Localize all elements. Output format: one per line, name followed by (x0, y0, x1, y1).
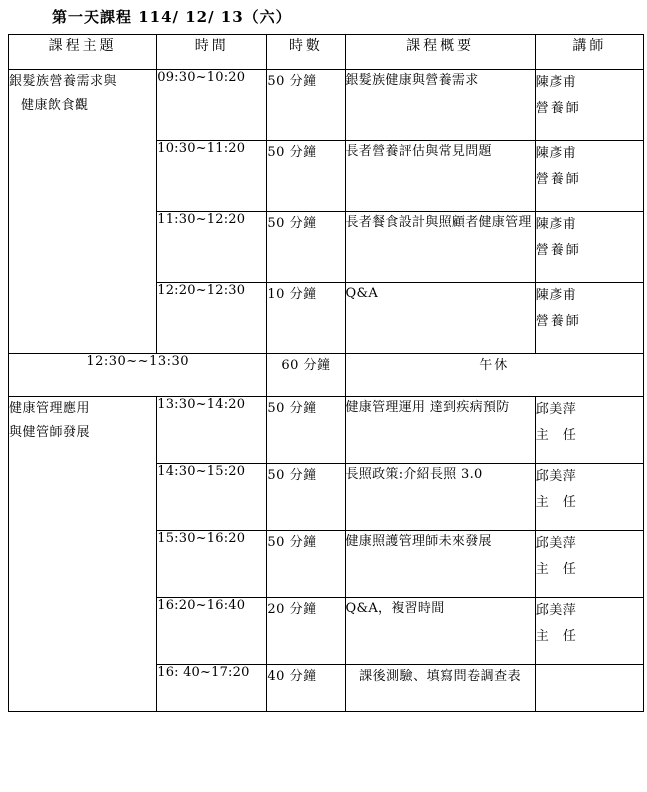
time-cell: 11:30~12:20 (157, 211, 267, 282)
time-cell: 14:30~15:20 (157, 463, 267, 530)
duration-cell: 50 分鐘 (267, 396, 345, 463)
lecturer-role: 營養師 (535, 172, 581, 188)
lecturer-role: 營養師 (535, 243, 581, 259)
lecturer-role: 主 任 (535, 629, 581, 645)
lecturer-cell (535, 69, 643, 140)
lecturer-role: 營養師 (535, 314, 581, 330)
duration-cell: 50 分鐘 (267, 69, 345, 140)
outline-cell: 健康照護管理師未來發展 (345, 530, 535, 597)
lecturer-cell (535, 530, 643, 597)
lecturer-cell (535, 396, 643, 463)
outline-cell: 長者營養評估與常見問題 (345, 140, 535, 211)
lecturer-name: 陳彥甫 (535, 216, 577, 232)
topic-line-2: 與健管師發展 (9, 425, 91, 441)
outline-cell: 健康管理運用 達到疾病預防 (345, 396, 535, 463)
outline-cell: Q&A，複習時間 (345, 597, 535, 664)
column-header-duration: 時數 (267, 34, 345, 69)
lecturer-name: 陳彥甫 (535, 145, 577, 161)
lecturer-cell (535, 282, 643, 353)
time-cell: 16: 40~17:20 (157, 664, 267, 711)
time-cell: 12:20~12:30 (157, 282, 267, 353)
break-label: 午休 (345, 353, 644, 396)
page-title: 第一天課程 114/ 12/ 13（六） (52, 8, 292, 26)
lecturer-role: 營養師 (535, 101, 581, 117)
lecturer-name: 邱美萍 (535, 602, 577, 618)
time-cell: 15:30~16:20 (157, 530, 267, 597)
outline-cell: 銀髮族健康與營養需求 (345, 69, 535, 140)
break-duration: 60 分鐘 (267, 353, 345, 396)
lecturer-cell (535, 211, 643, 282)
topic-line-2: 健康飲食觀 (21, 98, 89, 114)
topic-line-1: 健康管理應用 (9, 400, 91, 416)
table-row (9, 396, 644, 463)
duration-cell: 50 分鐘 (267, 463, 345, 530)
duration-cell: 50 分鐘 (267, 530, 345, 597)
duration-cell: 50 分鐘 (267, 140, 345, 211)
time-cell: 09:30~10:20 (157, 69, 267, 140)
duration-cell: 20 分鐘 (267, 597, 345, 664)
lecturer-cell (535, 463, 643, 530)
column-header-lecturer: 講師 (535, 34, 643, 69)
lecturer-role: 主 任 (535, 428, 581, 444)
time-cell: 16:20~16:40 (157, 597, 267, 664)
lecturer-name: 陳彥甫 (535, 74, 577, 90)
course-schedule-table (8, 34, 644, 712)
outline-cell: 長者餐食設計與照顧者健康管理 (345, 211, 535, 282)
outline-cell: 長照政策:介紹長照 3.0 (345, 463, 535, 530)
column-header-topic: 課程主題 (9, 34, 157, 69)
column-header-time: 時間 (157, 34, 267, 69)
topic-line-1: 銀髮族營養需求與 (9, 73, 118, 89)
outline-cell: Q&A (345, 282, 535, 353)
lunch-break-row (9, 353, 644, 396)
lecturer-role: 主 任 (535, 562, 581, 578)
lecturer-name: 陳彥甫 (535, 287, 577, 303)
duration-cell: 10 分鐘 (267, 282, 345, 353)
lecturer-role: 主 任 (535, 495, 581, 511)
lecturer-name: 邱美萍 (535, 468, 577, 484)
time-cell: 13:30~14:20 (157, 396, 267, 463)
duration-cell: 50 分鐘 (267, 211, 345, 282)
duration-cell: 40 分鐘 (267, 664, 345, 711)
table-header-row (9, 34, 644, 69)
topic-cell-afternoon (9, 396, 157, 711)
lecturer-name: 邱美萍 (535, 535, 577, 551)
table-row (9, 69, 644, 140)
lecturer-cell (535, 140, 643, 211)
lecturer-cell (535, 597, 643, 664)
outline-cell: 課後測驗、填寫問卷調查表 (345, 664, 535, 711)
break-time: 12:30~~13:30 (9, 353, 267, 396)
topic-cell-morning (9, 69, 157, 353)
lecturer-name: 邱美萍 (535, 401, 577, 417)
column-header-outline: 課程概要 (345, 34, 535, 69)
lecturer-cell (535, 664, 643, 711)
time-cell: 10:30~11:20 (157, 140, 267, 211)
